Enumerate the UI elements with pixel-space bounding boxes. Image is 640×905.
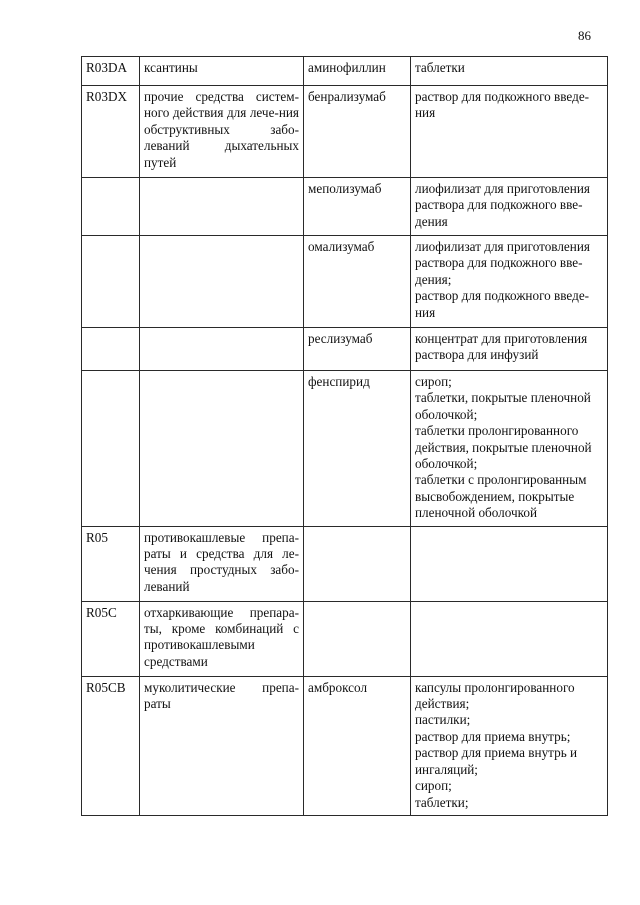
drug-cell: аминофиллин bbox=[304, 57, 411, 86]
dosage-form-cell bbox=[411, 86, 608, 178]
table-row bbox=[82, 328, 608, 371]
dosage-form-cell bbox=[411, 676, 608, 815]
group-cell bbox=[140, 371, 304, 527]
dosage-form-line: таблетки с пролонгированным высвобождением, покрытые пленочной оболочкой bbox=[415, 472, 587, 521]
atc-code-cell bbox=[82, 178, 140, 236]
dosage-form-line: сироп; bbox=[415, 374, 452, 389]
atc-code-cell: R03DX bbox=[82, 86, 140, 178]
dosage-form-line: капсулы пролонгированного действия; bbox=[415, 679, 575, 712]
dosage-form-line: таблетки, покрытые пленочной оболочкой; bbox=[415, 390, 591, 422]
atc-code-cell bbox=[82, 328, 140, 371]
group-cell: прочие средства систем-ного действия для лече-ния обструктивных забо-леваний дыхательных путей bbox=[140, 86, 304, 178]
drug-cell bbox=[304, 526, 411, 601]
dosage-form-line: концентрат для приготовления раствора для инфузий bbox=[415, 331, 588, 363]
table-row bbox=[82, 178, 608, 236]
drug-cell: меполизумаб bbox=[304, 178, 411, 236]
table-row bbox=[82, 601, 608, 676]
dosage-form-cell bbox=[411, 526, 608, 601]
dosage-form-line: раствор для приема внутрь; bbox=[415, 728, 571, 744]
atc-code-cell: R05CB bbox=[82, 676, 140, 815]
dosage-form-line: раствор для подкожного введе-ния bbox=[415, 89, 590, 121]
table-row bbox=[82, 526, 608, 601]
dosage-form-line: сироп; bbox=[415, 778, 452, 794]
table-row bbox=[82, 86, 608, 178]
dosage-form-line: таблетки bbox=[415, 60, 465, 75]
drug-cell: омализумаб bbox=[304, 236, 411, 328]
dosage-form-cell bbox=[411, 371, 608, 527]
dosage-form-cell bbox=[411, 57, 608, 86]
group-cell: противокашлевые препа-раты и средства для ле-чения простудных забо-леваний bbox=[140, 526, 304, 601]
atc-code-cell bbox=[82, 236, 140, 328]
drug-cell bbox=[304, 601, 411, 676]
drug-table bbox=[81, 56, 608, 816]
group-cell: муколитические препа-раты bbox=[140, 676, 304, 815]
dosage-form-line: таблетки; bbox=[415, 794, 469, 810]
dosage-form-cell bbox=[411, 601, 608, 676]
drug-cell: реслизумаб bbox=[304, 328, 411, 371]
dosage-form-line: раствор для приема внутрь и ингаляций; bbox=[415, 745, 578, 777]
atc-code-cell bbox=[82, 371, 140, 527]
group-cell bbox=[140, 178, 304, 236]
atc-code-cell: R05 bbox=[82, 526, 140, 601]
drug-cell: бенрализумаб bbox=[304, 86, 411, 178]
table-row bbox=[82, 371, 608, 527]
dosage-form-line: лиофилизат для приготовления раствора для подкожного вве-дения bbox=[415, 181, 590, 229]
dosage-form-cell bbox=[411, 236, 608, 328]
page-number: 86 bbox=[578, 28, 591, 43]
group-cell bbox=[140, 236, 304, 328]
table-row bbox=[82, 676, 608, 815]
dosage-form-line: раствор для подкожного введе-ния bbox=[415, 288, 590, 320]
atc-code-cell: R03DA bbox=[82, 57, 140, 86]
dosage-form-line: пастилки; bbox=[415, 712, 471, 728]
table-row bbox=[82, 57, 608, 86]
drug-cell: амброксол bbox=[304, 676, 411, 815]
dosage-form-line: таблетки пролонгированного действия, покрытые пленочной оболочкой; bbox=[415, 423, 592, 472]
group-cell: ксантины bbox=[140, 57, 304, 86]
table-row bbox=[82, 236, 608, 328]
dosage-form-cell bbox=[411, 178, 608, 236]
group-cell bbox=[140, 328, 304, 371]
dosage-form-cell bbox=[411, 328, 608, 371]
dosage-form-line: лиофилизат для приготовления раствора для подкожного вве-дения; bbox=[415, 239, 590, 287]
group-cell: отхаркивающие препара-ты, кроме комбинаций с противокашлевыми средствами bbox=[140, 601, 304, 676]
drug-cell: фенспирид bbox=[304, 371, 411, 527]
atc-code-cell: R05C bbox=[82, 601, 140, 676]
